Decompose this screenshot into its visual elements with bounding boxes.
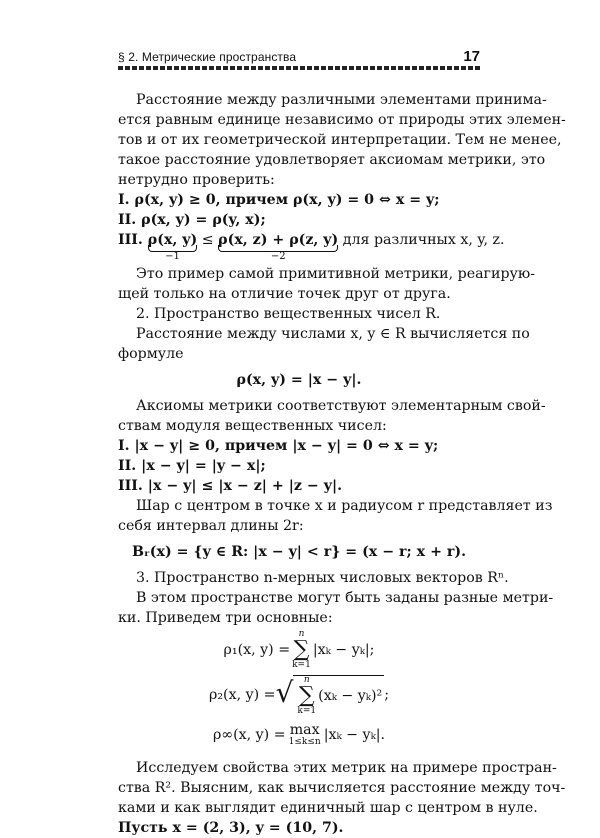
formula-metric-inf (118, 718, 480, 752)
text-line: В этом пространстве могут быть заданы разные метри- (136, 590, 554, 606)
formula-metric-1 (118, 628, 480, 672)
text-line: Расстояние между различными элементами принима- (136, 92, 547, 108)
sum-operator: n ∑ k=1 (292, 629, 311, 670)
axiom-5: II. |x − y| = |y − x|; (118, 458, 266, 474)
text-line: Аксиомы метрики соответствуют элементарным свой- (136, 398, 546, 414)
text-line: себя интервал длины 2r: (118, 518, 304, 534)
running-title: § 2. Метрические пространства (118, 50, 297, 64)
text-line: Это пример самой примитивной метрики, реагирую- (136, 266, 536, 282)
axiom-3-le: ≤ (197, 232, 219, 248)
underbrace-right (218, 230, 339, 262)
text-line: щей только на отличие точек друг от друга. (118, 286, 451, 302)
text-line: ствам модуля вещественных чисел: (118, 418, 387, 434)
max-operator: max 1≤k≤n (288, 722, 321, 747)
underbrace-left-label: −1 (165, 251, 180, 262)
axiom-4: I. |x − y| ≥ 0, причем |x − y| = 0 ⇔ x = y; (118, 438, 439, 454)
section-title-3: 3. Пространство n-мерных числовых векторов Rⁿ. (136, 570, 509, 586)
sum-operator: n ∑ k=1 (297, 674, 317, 716)
text-line: ства R². Выясним, как вычисляется расстояние между точ- (118, 780, 566, 796)
text-line: тов и от их геометрической интерпретации. Тем не менее, (118, 132, 562, 148)
axiom-6: III. |x − y| ≤ |x − z| + |z − y|. (118, 478, 343, 494)
text-line: такое расстояние удовлетворяет аксиомам метрики, это (118, 152, 546, 168)
axiom-3-rhs: ρ(x, z) + ρ(z, y) (218, 232, 339, 248)
text-line: Расстояние между числами x, y ∈ R вычисляется по (136, 326, 530, 342)
underbrace-left (147, 230, 198, 262)
metric-1-lhs: ρ₁(x, y) = (223, 642, 291, 658)
text-line: ки. Приведем три основные: (118, 610, 333, 626)
axiom-3-prefix: III. (118, 232, 148, 248)
metric-inf-rhs: |xₖ − yₖ|. (323, 727, 386, 743)
axiom-3 (118, 230, 505, 264)
sqrt-symbol: √ n ∑ k=1 (xₖ − yₖ)² (275, 674, 383, 716)
formula-distance-r: ρ(x, y) = |x − y|. (236, 372, 362, 388)
metric-2-end: ; (384, 687, 389, 703)
metric-1-rhs: |xₖ − yₖ|; (312, 642, 375, 658)
axiom-2: II. ρ(x, y) = ρ(y, x); (118, 212, 266, 228)
metric-inf-lhs: ρ∞(x, y) = (212, 727, 286, 743)
text-line: Шар с центром в точке x и радиусом r представляет из (136, 498, 553, 514)
formula-metric-2 (118, 672, 480, 718)
page-body (118, 90, 566, 838)
axiom-1: I. ρ(x, y) ≥ 0, причем ρ(x, y) = 0 ⇔ x = y; (118, 192, 440, 208)
text-line: ками и как выглядит единичный шар с центром в нуле. (118, 800, 538, 816)
underbrace-right-label: −2 (270, 251, 286, 262)
metric-2-lhs: ρ₂(x, y) = (209, 687, 276, 703)
text-line: нетрудно проверить: (118, 172, 275, 188)
axiom-3-lhs: ρ(x, y) (147, 232, 198, 248)
metric-2-rhs: (xₖ − yₖ)² (318, 687, 383, 704)
page-number: 17 (463, 48, 480, 65)
section-title-2: 2. Пространство вещественных чисел R. (136, 306, 441, 322)
text-line: Исследуем свойства этих метрик на примере простран- (136, 760, 557, 776)
page-header (118, 48, 480, 68)
header-rule (118, 66, 480, 70)
axiom-3-suffix: для различных x, y, z. (338, 232, 505, 248)
text-line: ется равным единице независимо от природы этих элемен- (118, 112, 566, 128)
formula-ball: Bᵣ(x) = {y ∈ R: |x − y| < r} = (x − r; x + r). (131, 544, 467, 560)
text-line: формуле (118, 346, 184, 362)
text-line: Пусть x = (2, 3), y = (10, 7). (118, 820, 344, 836)
